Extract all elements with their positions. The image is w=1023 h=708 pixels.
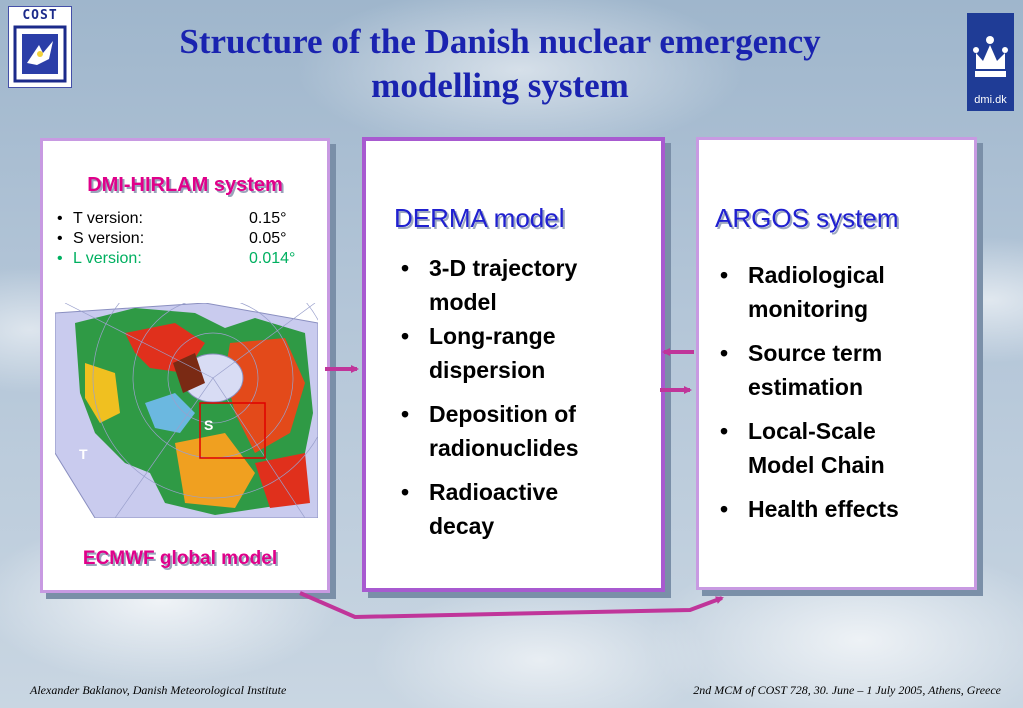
ecmwf-label: ECMWF global model [82,548,278,569]
map-label-s: S [204,417,214,433]
argos-heading: ARGOS system [715,203,899,233]
version-item-l: • L version: 0.014° [57,250,296,267]
item-text: Local-Scale [748,418,876,444]
item-text: Radiological [748,262,885,288]
item-text: Deposition of [429,401,576,427]
argos-item-source-term: • Source term estimation [719,340,883,400]
item-text: Long-range [429,323,556,349]
map-label-t: T [79,446,88,462]
item-text: dispersion [429,357,546,383]
version-name: T version: [73,210,143,227]
version-name: S version: [73,230,145,247]
version-item-t: • T version: 0.15° [57,210,287,227]
arrow-bottom-loop [300,593,722,617]
argos-item-monitoring: • Radiological monitoring [719,262,885,322]
item-text: model [429,289,497,315]
item-text: Source term [748,340,883,366]
version-value: 0.15° [249,210,287,227]
title-line-2: modelling system [371,66,629,105]
item-text: Health effects [748,496,899,522]
derma-item-dispersion: • Long-range dispersion [400,323,556,383]
version-item-s: • S version: 0.05° [57,230,287,247]
hirlam-heading: DMI-HIRLAM system [87,174,283,196]
item-text: 3-D trajectory [429,255,578,281]
derma-item-decay: • Radioactive decay [400,479,559,539]
version-value: 0.05° [249,230,287,247]
item-text: monitoring [748,296,869,322]
footer-author: Alexander Baklanov, Danish Meteorological Institute [30,683,287,697]
item-text: Model Chain [748,452,885,478]
footer-event: 2nd MCM of COST 728, 30. June – 1 July 2005, Athens, Greece [693,683,1001,697]
derma-item-trajectory: • 3-D trajectory model [400,255,578,315]
item-text: radionuclides [429,435,579,461]
item-text: decay [429,513,495,539]
cost-logo-text: COST [22,8,58,23]
argos-item-local-scale: • Local-Scale Model Chain [719,418,885,478]
argos-item-health: • Health effects [719,496,899,522]
item-text: Radioactive [429,479,559,505]
dmi-logo-text: dmi.dk [974,94,1007,106]
derma-heading: DERMA model [394,203,565,233]
version-name: L version: [73,250,142,267]
item-text: estimation [748,374,864,400]
title-line-1: Structure of the Danish nuclear emergency [179,22,821,61]
version-value: 0.014° [249,250,296,267]
derma-item-deposition: • Deposition of radionuclides [400,401,579,461]
